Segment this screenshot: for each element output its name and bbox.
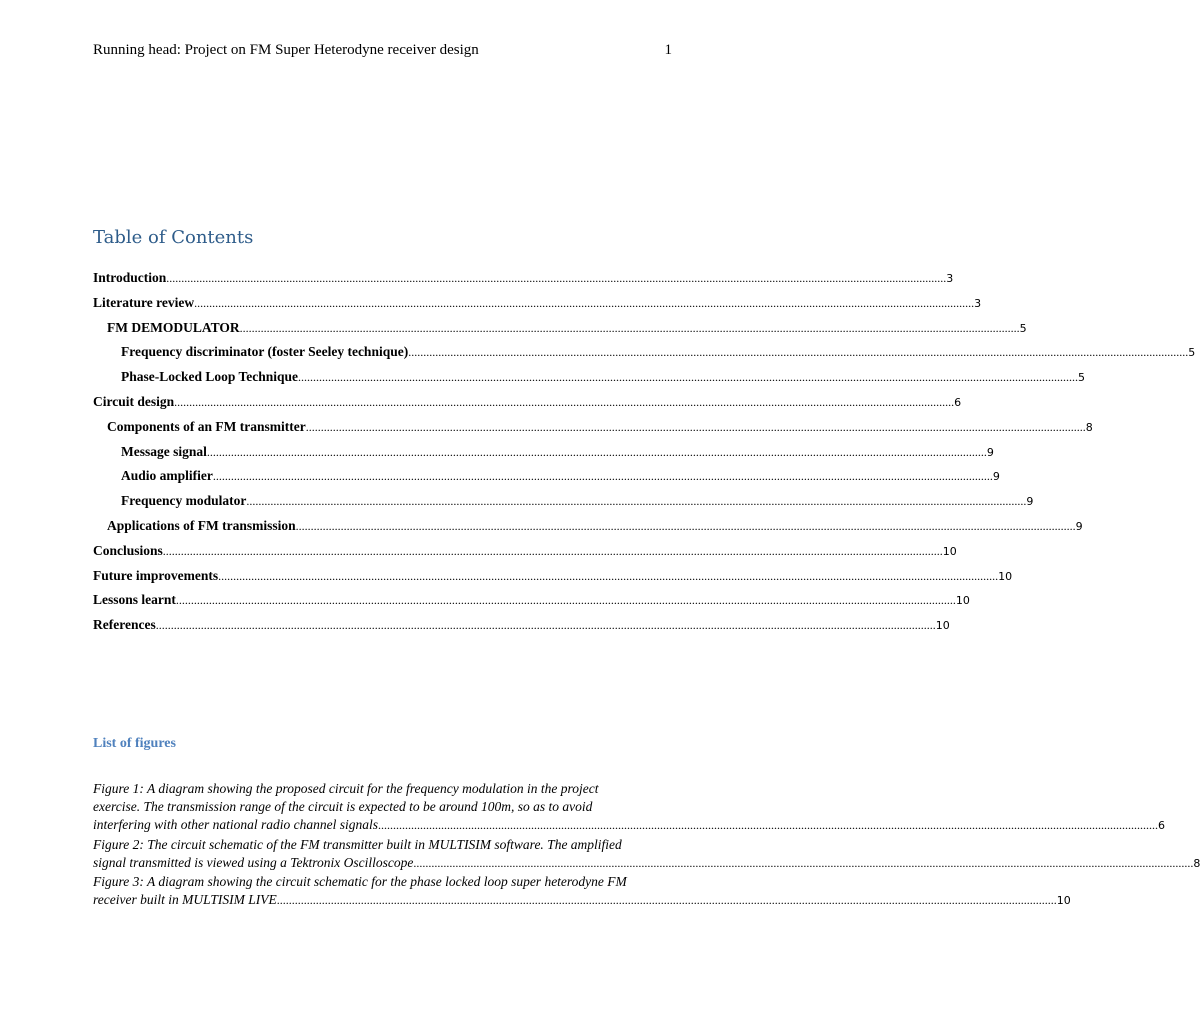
- toc-entry[interactable]: [93, 393, 962, 419]
- toc-entry[interactable]: [93, 592, 970, 617]
- toc-entry-label[interactable]: Literature review: [93, 294, 195, 310]
- toc-entry[interactable]: [93, 493, 1034, 518]
- toc-entry-page: 9: [992, 470, 1000, 484]
- figure-caption-line: interfering with other national radio channel signals: [93, 817, 378, 833]
- toc-title: Table of Contents: [93, 227, 254, 248]
- toc-entry[interactable]: [93, 369, 1086, 394]
- toc-entry[interactable]: [93, 443, 994, 469]
- toc-leader-dots: ....................................................................................................................................................................................................................................................................: [206, 444, 987, 459]
- toc-entry-page: 10: [942, 544, 957, 558]
- figure-caption-line: signal transmitted is viewed using a Tektronix Oscilloscope: [93, 854, 414, 870]
- toc-entry[interactable]: [93, 319, 1027, 345]
- toc-entry[interactable]: [93, 617, 950, 642]
- toc-leader-dots: ....................................................................................................................................................................................................................................................................: [218, 568, 999, 583]
- toc-leader-dots: ....................................................................................................................................................................................................................................................................: [155, 618, 936, 633]
- toc-entry-label[interactable]: Frequency modulator: [121, 493, 247, 509]
- figure-caption-line: receiver built in MULTISIM LIVE: [93, 892, 277, 908]
- toc-leader-dots: ....................................................................................................................................................................................................................................................................: [194, 295, 975, 310]
- toc-entry-label[interactable]: References: [93, 617, 156, 633]
- page-header: [93, 42, 672, 59]
- toc-entry[interactable]: [93, 517, 1083, 543]
- toc-leader-dots: ....................................................................................................................................................................................................................................................................: [295, 518, 1076, 533]
- toc-entry-label[interactable]: FM DEMODULATOR: [107, 319, 240, 335]
- toc-entry[interactable]: [93, 468, 1000, 493]
- figure-entry[interactable]: [93, 780, 1165, 836]
- toc-entry[interactable]: [93, 542, 957, 568]
- list-of-figures: [93, 780, 1200, 910]
- toc-leader-dots: ....................................................................................................................................................................................................................................................................: [212, 469, 993, 484]
- figure-caption-line: Figure 3: A diagram showing the circuit schematic for the phase locked loop super heterodyne FM: [93, 874, 627, 890]
- toc-entry[interactable]: [93, 418, 1093, 444]
- toc-entry-page: 10: [998, 569, 1013, 583]
- toc-entry[interactable]: [93, 567, 1013, 593]
- toc-entry-label[interactable]: Audio amplifier: [121, 468, 213, 484]
- toc-leader-dots: ....................................................................................................................................................................................................................................................................: [162, 543, 943, 558]
- toc-entry-label[interactable]: Frequency discriminator (foster Seeley technique): [121, 344, 409, 360]
- toc-entry-label[interactable]: Future improvements: [93, 567, 219, 583]
- toc-leader-dots: ....................................................................................................................................................................................................................................................................: [239, 320, 1020, 335]
- figure-leader-dots: ....................................................................................................................................................................................................................................................................: [276, 893, 1057, 908]
- toc-entry[interactable]: [93, 270, 954, 295]
- toc-entry-label[interactable]: Circuit design: [93, 393, 175, 409]
- toc-entry-label[interactable]: Lessons learnt: [93, 592, 176, 608]
- toc-entry[interactable]: [93, 344, 1196, 369]
- list-of-figures-title: List of figures: [93, 736, 176, 751]
- toc-entry-page: 9: [1026, 495, 1034, 509]
- toc-leader-dots: ....................................................................................................................................................................................................................................................................: [305, 419, 1086, 434]
- figure-entry[interactable]: [93, 836, 1200, 873]
- toc-entry-page: 10: [955, 594, 970, 608]
- figure-leader-dots: ....................................................................................................................................................................................................................................................................: [378, 818, 1158, 833]
- toc-entry[interactable]: [93, 294, 982, 320]
- toc-leader-dots: ....................................................................................................................................................................................................................................................................: [246, 494, 1027, 509]
- figure-entry[interactable]: [93, 873, 1071, 910]
- page-number: 1: [664, 42, 672, 58]
- toc-entry-page: 6: [954, 395, 962, 409]
- toc-leader-dots: ....................................................................................................................................................................................................................................................................: [166, 271, 947, 285]
- toc-entry-page: 5: [1019, 321, 1027, 335]
- toc-entry-page: 5: [1078, 371, 1086, 385]
- running-head: Running head: Project on FM Super Heterodyne receiver design: [93, 42, 479, 58]
- toc-leader-dots: ....................................................................................................................................................................................................................................................................: [175, 593, 956, 608]
- figure-page: 8: [1193, 856, 1200, 870]
- toc-entry-label[interactable]: Introduction: [93, 270, 167, 285]
- toc-leader-dots: ....................................................................................................................................................................................................................................................................: [174, 394, 955, 409]
- toc-leader-dots: ....................................................................................................................................................................................................................................................................: [298, 370, 1079, 385]
- toc-entry-label[interactable]: Message signal: [121, 443, 207, 459]
- figure-caption-line: exercise. The transmission range of the circuit is expected to be around 100m, so as to avoid: [93, 799, 593, 815]
- toc-entry-label[interactable]: Phase-Locked Loop Technique: [121, 369, 299, 385]
- figure-leader-dots: ....................................................................................................................................................................................................................................................................: [413, 855, 1194, 870]
- toc-entry-page: 3: [974, 296, 982, 310]
- toc-entry-page: 9: [1075, 519, 1083, 533]
- figure-caption-line: Figure 1: A diagram showing the proposed circuit for the frequency modulation in the project: [93, 781, 599, 796]
- toc-entry-page: 8: [1085, 420, 1093, 434]
- toc-entry-page: 3: [946, 272, 954, 285]
- figure-caption-line: Figure 2: The circuit schematic of the FM transmitter built in MULTISIM software. The amplified: [93, 836, 622, 852]
- figure-page: 6: [1158, 819, 1165, 833]
- toc-entry-label[interactable]: Conclusions: [93, 542, 163, 558]
- figure-page: 10: [1056, 894, 1071, 908]
- toc-leader-dots: ....................................................................................................................................................................................................................................................................: [408, 345, 1189, 360]
- toc-entry-label[interactable]: Applications of FM transmission: [107, 517, 296, 533]
- toc-entry-page: 9: [986, 445, 994, 459]
- table-of-contents: [93, 270, 1196, 642]
- toc-entry-label[interactable]: Components of an FM transmitter: [107, 418, 306, 434]
- toc-entry-page: 10: [935, 619, 950, 633]
- toc-entry-page: 5: [1188, 346, 1196, 360]
